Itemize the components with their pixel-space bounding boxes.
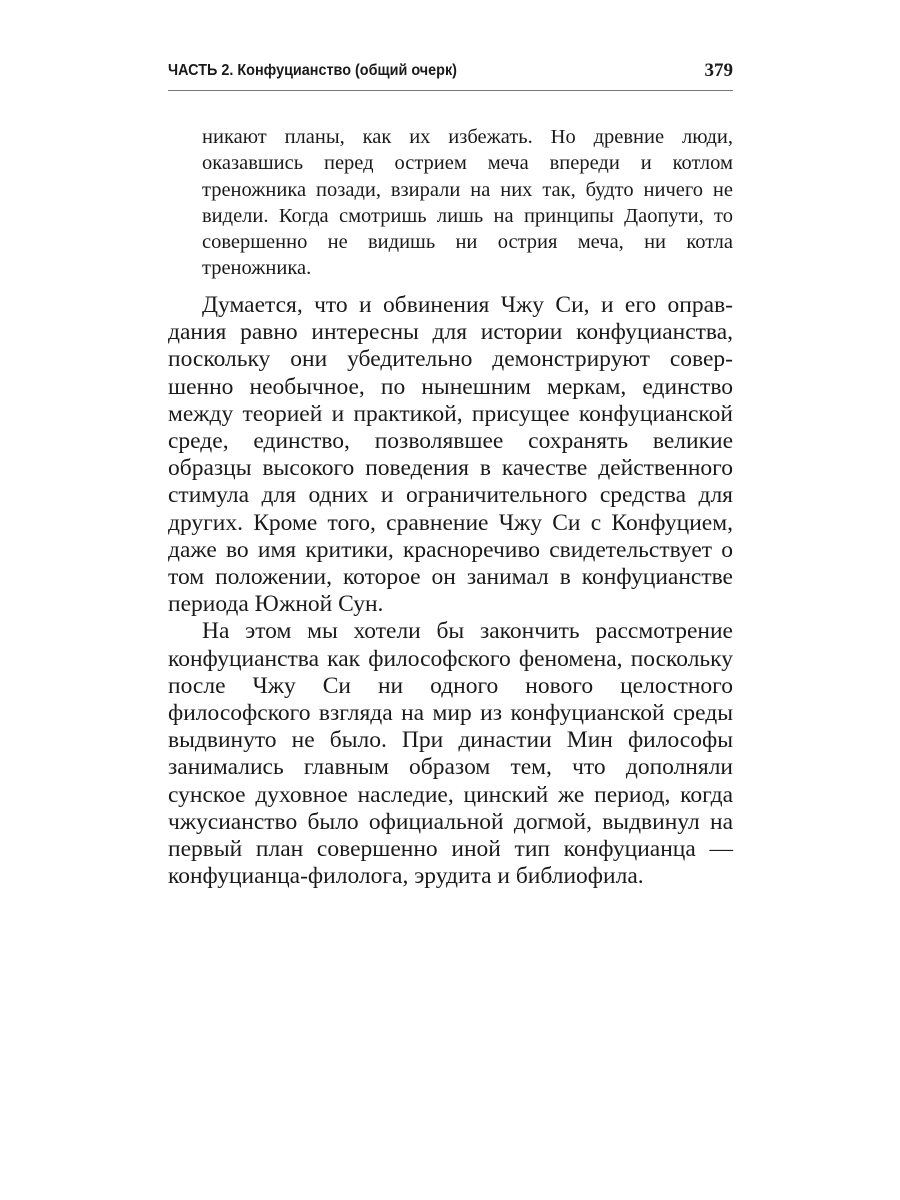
paragraph: На этом мы хотели бы закончить рассмотрение конфуцианства как философского феномена, поскольку после Чжу Си ни одного нового целостного философского взгляда на мир из конфуцианской среды выдвинуто не было. При династии Мин философы занимались главным образом тем, что дополняли сунское духовное наследие, цинский же период, когда чжусианство было официальной догмой, выдвинул на первый план совершенно иной тип конфуцианца — конфуцианца-филолога, эрудита и библиофила. (168, 618, 733, 890)
paragraph: Думается, что и обвинения Чжу Си, и его оправдания равно интересны для истории конфуцианства, поскольку они убедительно демонстрируют совершенно необычное, по нынешним меркам, единство между теорией и практикой, присущее конфуцианской среде, единство, позволявшее сохранять великие образцы высокого поведения в качестве действенного стимула для одних и ограничительного средства для других. Кроме того, сравнение Чжу Си с Конфуцием, даже во имя критики, красноречиво свидетельствует о том положении, которое он занимал в конфуцианстве периода Южной Сун. (168, 292, 733, 618)
page-number: 379 (704, 60, 733, 81)
quoted-passage: никают планы, как их избежать. Но древние люди, оказавшись перед острием меча впереди и котлом треножника позади, взирали на них так, будто ничего не видели. Когда смотришь лишь на принципы Даопути, то совершенно не видишь ни острия меча, ни котла треножника. (202, 126, 733, 280)
section-prefix: ЧАСТЬ 2. (168, 62, 234, 79)
body-text (168, 292, 733, 890)
section-title (168, 62, 457, 80)
section-name: Конфуцианство (общий очерк) (237, 62, 457, 79)
book-page (168, 0, 733, 1200)
running-header (168, 60, 733, 91)
